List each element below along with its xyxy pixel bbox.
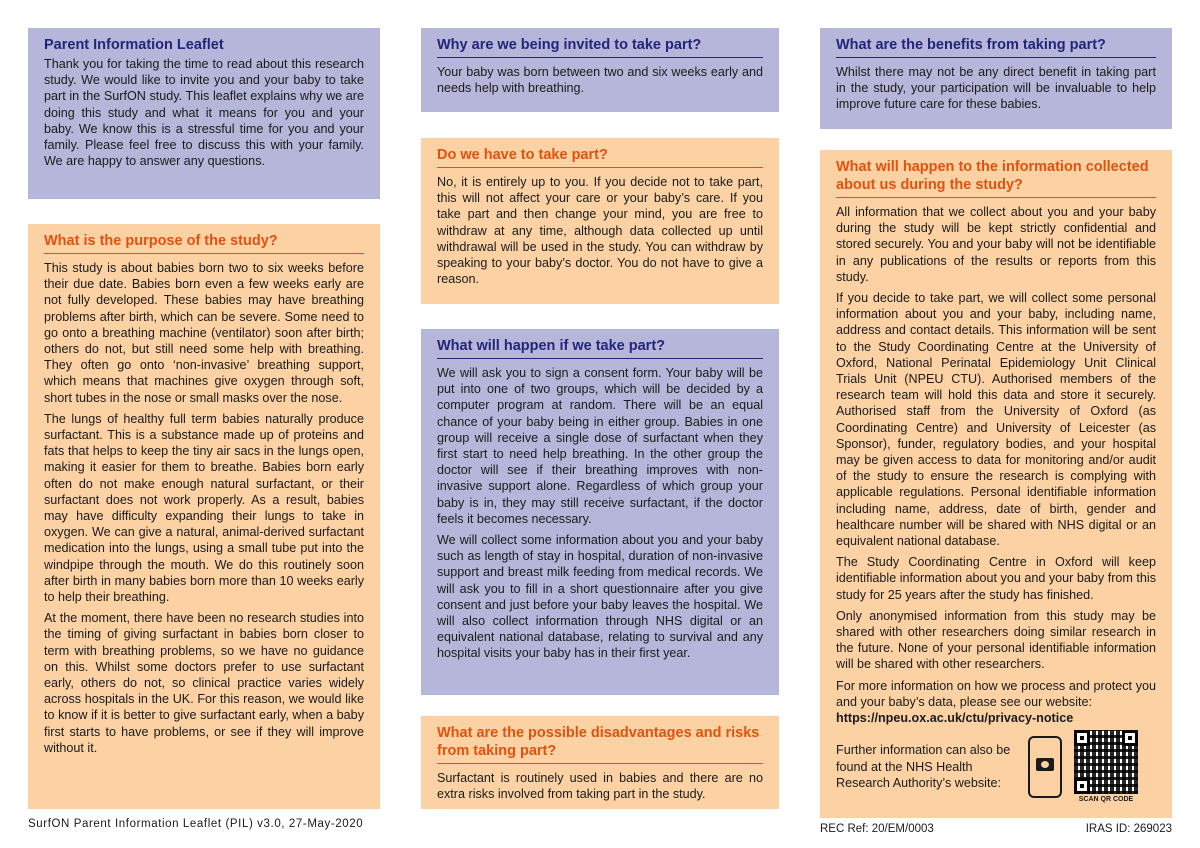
benefits-text: Whilst there may not be any direct benefit in taking part in the study, your participation will be invaluable to help improve future care for these babies. bbox=[836, 65, 1156, 112]
information-paragraph-1: All information that we collect about you and your baby during the study will be kept strictly confidential and stored securely. You and your baby will not be identifiable in any publications of the results or reports from this study. bbox=[836, 205, 1156, 284]
rec-ref-footer: REC Ref: 20/EM/0003 bbox=[820, 823, 934, 835]
qr-code-block bbox=[1074, 730, 1138, 803]
benefits-title: What are the benefits from taking part? bbox=[836, 36, 1156, 58]
qr-label: SCAN QR CODE bbox=[1078, 796, 1134, 804]
benefits-box bbox=[820, 28, 1172, 129]
privacy-url-link[interactable]: https://npeu.ox.ac.uk/ctu/privacy-notice bbox=[836, 711, 1074, 726]
privacy-text: For more information on how we process and protect you and your baby’s data, please see our website: bbox=[836, 678, 1156, 709]
purpose-title: What is the purpose of the study? bbox=[44, 232, 364, 254]
what-happens-paragraph-2: We will collect some information about you and your baby such as length of stay in hospital, duration of non-invasive support and breast milk feeding from medical records. We will ask you to fill in a short questionnaire after you give consent and just before your baby leaves the hospital. We will also collect information through NHS digital or an equivalent national database, relating to survival and any hospital visits your baby has in their first year. bbox=[437, 533, 763, 661]
information-title: What will happen to the information collected about us during the study? bbox=[836, 158, 1156, 198]
intro-title: Parent Information Leaflet bbox=[44, 37, 224, 53]
what-happens-box bbox=[421, 329, 779, 695]
purpose-paragraph-1: This study is about babies born two to six weeks before their due date. Babies born even a few weeks early are not fully developed. These babies may have breathing problems after birth, which can be severe. Some need to go onto a breathing machine (ventilator) soon after birth; others do not, but still need some help with breathing. They often go onto ‘non-invasive’ breathing support, which means that machines give oxygen through soft, short tubes in the nose or small masks over the nose. bbox=[44, 261, 364, 405]
what-happens-title: What will happen if we take part? bbox=[437, 337, 763, 359]
iras-id-footer: IRAS ID: 269023 bbox=[1085, 823, 1172, 835]
phone-camera-icon bbox=[1028, 736, 1062, 798]
have-to-box bbox=[421, 138, 779, 304]
why-text: Your baby was born between two and six weeks early and needs help with breathing. bbox=[437, 65, 763, 96]
leaflet-version-footer: SurfON Parent Information Leaflet (PIL) v3.0, 27-May-2020 bbox=[28, 818, 364, 830]
purpose-paragraph-3: At the moment, there have been no research studies into the timing of giving surfactant in babies born closer to term with breathing problems, so we have no guidance on this. Whilst some doctors prefer to use surfactant early, others do not, so clinical practice varies widely across hospitals in the UK. For this reason, we would like to know if it is better to give surfactant early, when a baby first starts to have problems, or see if they will improve without it. bbox=[44, 611, 364, 755]
information-box bbox=[820, 150, 1172, 818]
what-happens-paragraph-1: We will ask you to sign a consent form. Your baby will be put into one of two groups, which will be decided by a computer program at random. There will be an equal chance of your baby being in either group. Babies in one group will receive a single dose of surfactant when they first start to need help breathing. In the other group the doctor will see if their breathing improves with non-invasive support alone. Regardless of which group your baby is in, they may still receive surfactant, if the doctor feels it becomes necessary. bbox=[437, 366, 763, 526]
information-paragraph-2: If you decide to take part, we will collect some personal information about you and your baby, including name, address and contact details. This information will be sent to the Study Coordinating Centre at the University of Oxford, National Perinatal Epidemiology Unit Clinical Trials Unit (NPEU CTU). Authorised members of the research team will hold this data and store it securely. Authorised staff from the University of Oxford (as Coordinating Centre) and University of Leicester (as Sponsor), funder, regulatory bodies, and your hospital may be given access to data for monitoring and/or audit of the study to ensure the research is complying with applicable regulations. Personal identifiable information including name, address, date of birth, gender and healthcare number will be shared with NHS digital or an equivalent national database. bbox=[836, 291, 1156, 549]
information-paragraph-5 bbox=[836, 678, 1156, 727]
have-to-title: Do we have to take part? bbox=[437, 146, 763, 168]
why-title: Why are we being invited to take part? bbox=[437, 36, 763, 58]
information-paragraph-4: Only anonymised information from this study may be shared with other researchers doing similar research in the future. None of your personal identifiable information will be shared with other researchers. bbox=[836, 608, 1156, 672]
further-info-row bbox=[836, 730, 1156, 803]
qr-code[interactable] bbox=[1074, 730, 1138, 794]
risks-text: Surfactant is routinely used in babies and there are no extra risks involved from taking part in the study. bbox=[437, 771, 763, 802]
intro-box bbox=[28, 28, 380, 199]
risks-box bbox=[421, 716, 779, 809]
risks-title: What are the possible disadvantages and risks from taking part? bbox=[437, 724, 763, 764]
information-paragraph-3: The Study Coordinating Centre in Oxford will keep identifiable information about you and your baby from this study for 25 years after the study has finished. bbox=[836, 555, 1156, 602]
purpose-paragraph-2: The lungs of healthy full term babies naturally produce surfactant. This is a substance made up of proteins and fats that helps to keep the tiny air sacs in the lungs open, making it easier for them to breathe. Babies born early often do not make enough natural surfactant, or their surfactant does not work properly. As a result, babies may have difficulty expanding their lungs to take in oxygen. We can give a natural, animal-derived surfactant medication into the lungs, using a small tube put into the windpipe through the mouth. We do this routinely soon after birth in many babies born more than 10 weeks early to help their breathing. bbox=[44, 411, 364, 605]
purpose-box bbox=[28, 224, 380, 809]
have-to-text: No, it is entirely up to you. If you decide not to take part, this will not affect your care or your baby’s care. If you take part and then change your mind, you are free to withdraw at any time, although data collected up until withdrawal will be used in the study. You can withdraw by speaking to your baby’s doctor. You do not have to give a reason. bbox=[437, 175, 763, 287]
why-box bbox=[421, 28, 779, 112]
intro-text: Thank you for taking the time to read about this research study. We would like to invite you and your baby to take part in the SurfON study. This leaflet explains why we are doing this study and what it means for you and your baby. We know this is a stressful time for you and your family. Please feel free to discuss this with your family. We are happy to answer any questions. bbox=[44, 57, 364, 169]
further-info-text: Further information can also be found at the NHS Health Research Authority’s website: bbox=[836, 743, 1011, 790]
